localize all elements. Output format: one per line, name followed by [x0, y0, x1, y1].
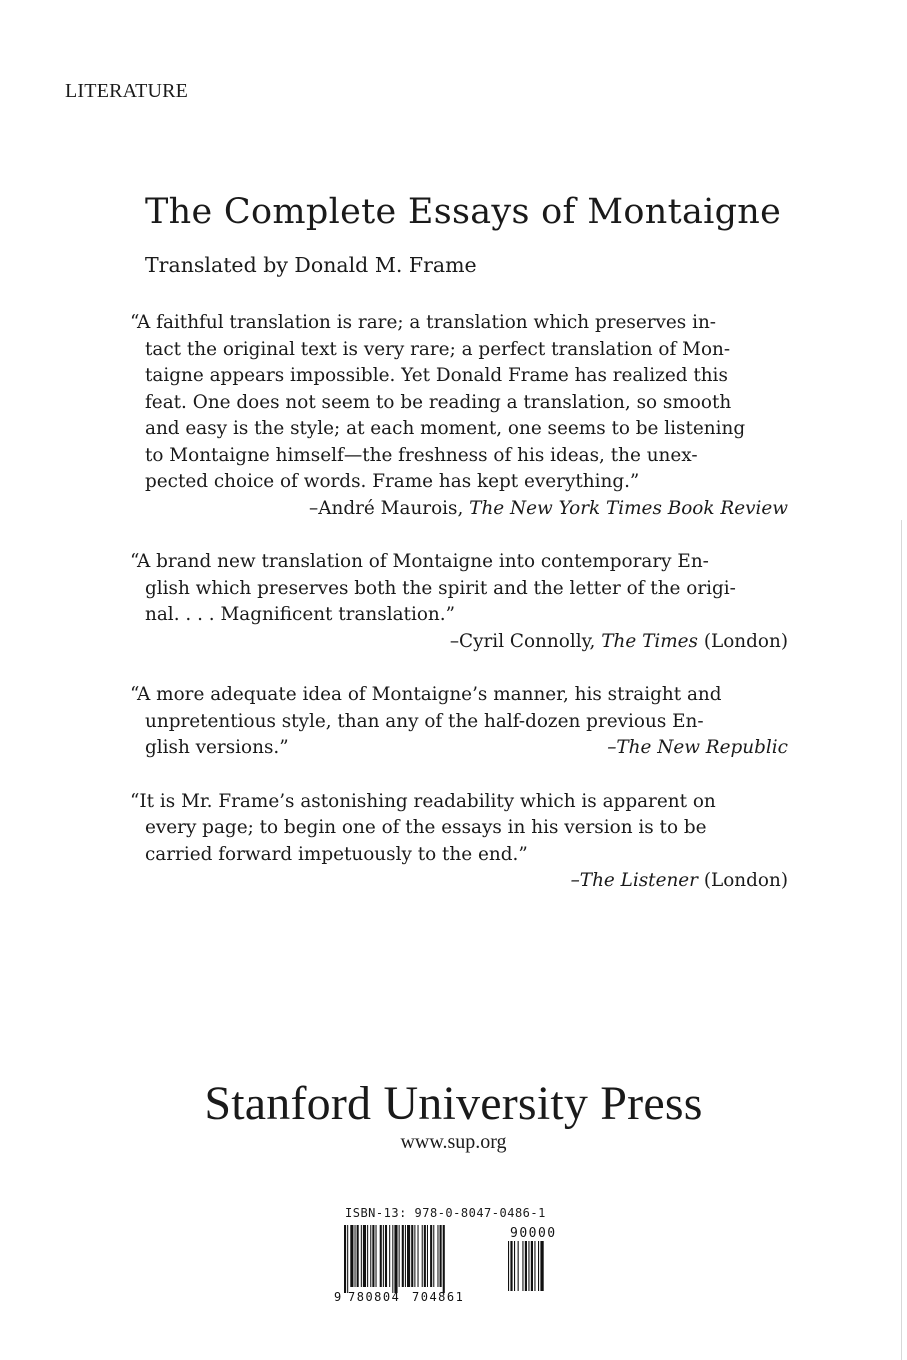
barcode-bar: [394, 1225, 397, 1293]
barcode-bar: [531, 1241, 533, 1291]
translator-line: Translated by Donald M. Frame: [145, 253, 477, 277]
review-quote: [130, 310, 800, 522]
quote-line: “A more adequate idea of Montaigne’s manner, his straight and: [130, 684, 722, 705]
quote-line: “A brand new translation of Montaigne into contemporary En-: [130, 551, 709, 572]
barcode-bar: [361, 1225, 362, 1287]
quote-line: unpretentious style, than any of the half-dozen previous En-: [145, 710, 704, 732]
barcode-bar: [355, 1225, 356, 1287]
barcode-bar: [357, 1225, 359, 1287]
barcode-bar: [385, 1225, 387, 1287]
page-edge-line: [901, 520, 902, 1360]
quote-line: and easy is the style; at each moment, one seems to be listening: [145, 418, 746, 439]
barcode-bar: [402, 1225, 404, 1287]
barcode-bar: [443, 1225, 445, 1293]
barcode-bar: [380, 1225, 382, 1287]
barcode-bar: [411, 1225, 413, 1287]
barcode-bar: [383, 1225, 384, 1287]
barcode-bar: [350, 1225, 353, 1287]
barcode-bar: [367, 1225, 368, 1287]
barcode-bar: [407, 1225, 410, 1287]
quote-line: glish which preserves both the spirit and the letter of the origi-: [145, 577, 736, 599]
barcode-bar: [514, 1241, 515, 1291]
publisher-name: Stanford University Press: [204, 1077, 703, 1130]
barcode-bar: [422, 1225, 423, 1287]
barcode-bar: [392, 1225, 393, 1293]
quote-line: “It is Mr. Frame’s astonishing readability which is apparent on: [130, 790, 716, 812]
quote-line: taigne appears impossible. Yet Donald Frame has realized this: [145, 365, 728, 386]
quote-attribution: [130, 868, 788, 895]
review-quote: [130, 549, 800, 655]
barcode-bar: [376, 1225, 377, 1287]
quote-line: tact the original text is very rare; a perfect translation of Mon-: [145, 338, 731, 360]
quote-line: to Montaigne himself—the freshness of his ideas, the unex-: [145, 444, 698, 466]
quote-line: “A faithful translation is rare; a translation which preserves in-: [130, 312, 717, 333]
isbn-barcode: [332, 1223, 577, 1303]
attribution-suffix: (London): [697, 870, 788, 891]
isbn-label: ISBN-13: 978-0-8047-0486-1: [345, 1206, 546, 1220]
barcode-bar: [510, 1241, 512, 1291]
attribution-source: The Times: [601, 630, 698, 652]
barcode-bar: [414, 1225, 415, 1287]
quote-line: glish versions.”: [145, 737, 289, 758]
barcode-bar: [430, 1225, 432, 1287]
barcode-bar: [534, 1241, 535, 1291]
barcode-addon-digits: 90000: [510, 1226, 557, 1241]
barcode-bar: [508, 1241, 509, 1291]
barcode-bar: [370, 1225, 371, 1287]
category-label: LITERATURE: [65, 80, 189, 102]
barcode-bar: [389, 1225, 390, 1287]
publisher-url: www.sup.org: [400, 1131, 507, 1153]
attribution-source: –The Listener: [570, 870, 698, 891]
barcode-bar: [525, 1241, 527, 1291]
barcode-bar: [405, 1225, 406, 1287]
quote-line: carried forward impetuously to the end.”: [145, 843, 528, 865]
barcode-bar: [427, 1225, 428, 1287]
review-quote: [130, 682, 800, 762]
attribution-author: –André Maurois,: [309, 497, 470, 519]
barcode-bar: [518, 1241, 519, 1291]
barcode-digit-first: 9: [334, 1290, 342, 1303]
barcode-bar: [363, 1225, 366, 1287]
quote-line: nal. . . . Magnificent translation.”: [145, 604, 455, 625]
barcode-graphic: [332, 1223, 577, 1303]
barcode-bar: [399, 1225, 400, 1287]
quote-line: feat. One does not seem to be reading a translation, so smooth: [145, 391, 732, 413]
quote-line: every page; to begin one of the essays in his version is to be: [145, 817, 707, 838]
barcode-digits-left: 780804: [348, 1290, 401, 1303]
quote-line: pected choice of words. Frame has kept everything.”: [145, 471, 640, 492]
barcode-bar: [528, 1241, 529, 1291]
barcode-bar: [347, 1225, 348, 1293]
attribution-source: –The New Republic: [607, 737, 788, 758]
barcode-bar: [522, 1241, 523, 1291]
quote-attribution: [130, 496, 788, 523]
barcode-bar: [440, 1225, 442, 1287]
barcode-bar: [344, 1225, 346, 1293]
attribution-source: The New York Times Book Review: [469, 497, 788, 519]
barcode-bar: [433, 1225, 434, 1287]
attribution-suffix: (London): [697, 630, 788, 652]
review-quotes: [130, 310, 800, 922]
barcode-bar: [437, 1225, 438, 1287]
quote-attribution: [130, 629, 788, 656]
barcode-bar: [540, 1241, 543, 1291]
book-title: The Complete Essays of Montaigne: [145, 192, 782, 232]
barcode-bar: [372, 1225, 374, 1287]
attribution-author: –Cyril Connolly,: [449, 630, 602, 652]
barcode-bar: [424, 1225, 426, 1287]
barcode-bar: [538, 1241, 539, 1291]
review-quote: [130, 789, 800, 895]
barcode-digits-right: 704861: [412, 1290, 465, 1303]
barcode-bar: [418, 1225, 419, 1287]
quote-last-line: [130, 735, 788, 762]
